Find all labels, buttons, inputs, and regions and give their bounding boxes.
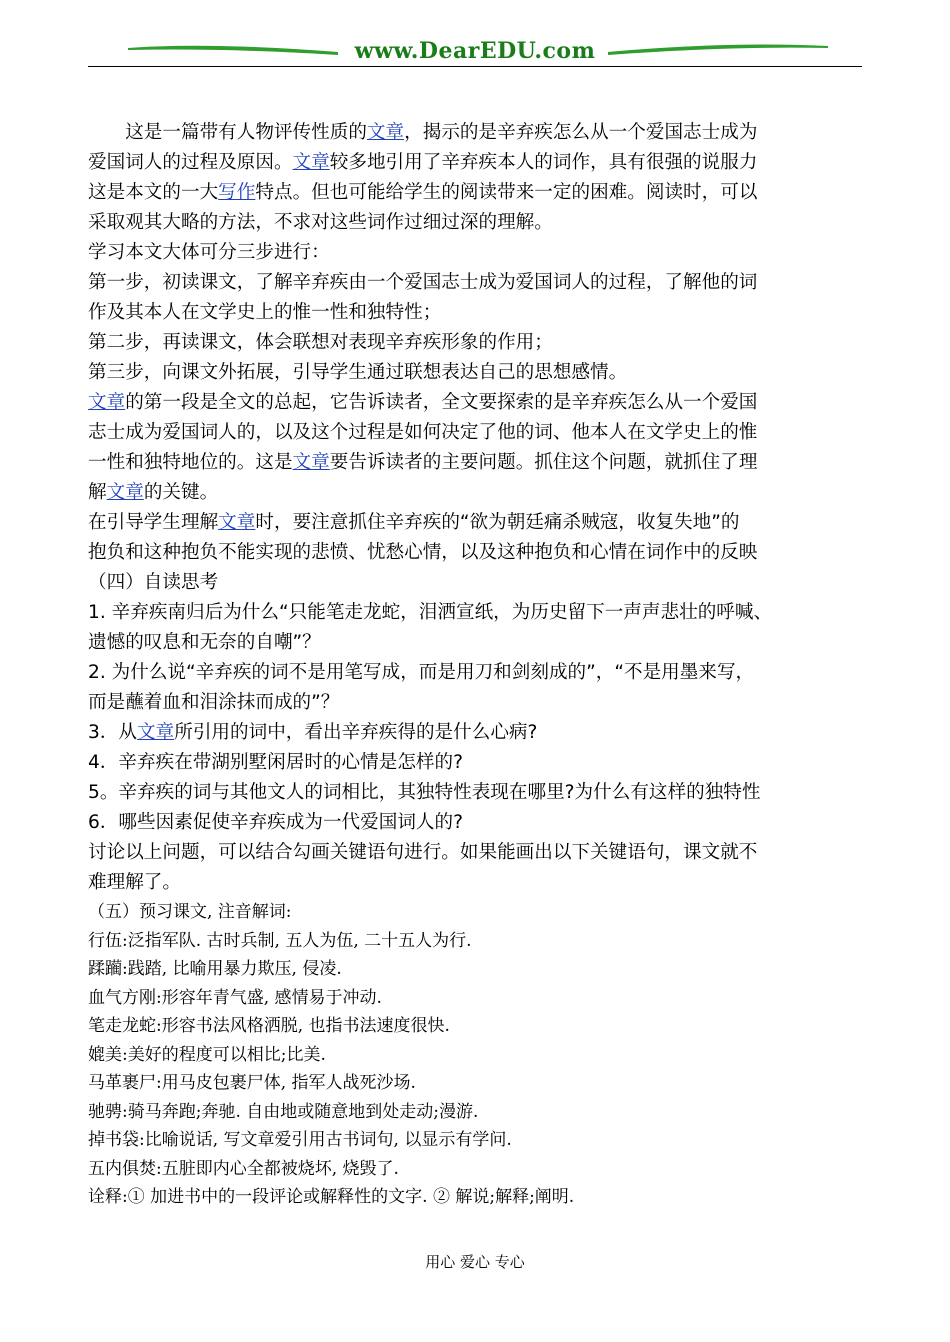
question-line [88,718,863,748]
text-segment: 2. 为什么说“辛弃疾的词不是用笔写成，而是用刀和剑刻成的”，“不是用墨来写， [88,662,755,683]
paragraph-line [88,448,863,478]
article-link[interactable]: 文章 [366,122,405,143]
vocab-entry: 诠释:① 加进书中的一段评论或解释性的文字. ② 解说;解释;阐明. [88,1187,575,1207]
text-segment: 较多地引用了辛弃疾本人的词作，具有很强的说服力 [329,152,758,173]
step-line: 第二步，再读课文，体会联想对表现辛弃疾形象的作用； [88,332,553,353]
section-title: （五）预习课文, 注音解词: [88,902,292,922]
step-line: 第三步，向课文外拓展，引导学生通过联想表达自己的思想感情。 [88,362,628,383]
intro-line [88,208,863,238]
question-line [88,628,863,658]
vocab-entry: 五内俱焚:五脏即内心全都被烧坏, 烧毁了. [88,1158,399,1179]
step-line: 学习本文大体可分三步进行： [88,242,330,263]
text-segment: 的第一段是全文的总起，它告诉读者，全文要探索的是辛弃疾怎么从一个爱国 [125,392,758,413]
text-segment: 而是蘸着血和泪涂抹而成的”？ [88,692,340,713]
text-segment: 1. 辛弃疾南归后为什么“只能笔走龙蛇，泪洒宣纸，为历史留下一声声悲壮的呼喊、 [88,602,773,623]
article-link[interactable]: 文章 [106,482,144,503]
text-segment: 特点。但也可能给学生的阅读带来一定的困难。阅读时，可以 [255,182,758,203]
article-link[interactable]: 文章 [292,452,330,473]
paragraph-line [88,418,863,448]
article-link[interactable]: 文章 [292,152,330,173]
discussion-line: 讨论以上问题，可以结合勾画关键语句进行。如果能画出以下关键语句，课文就不 [88,842,758,863]
section-title: （四）自读思考 [88,572,219,593]
question-line [88,598,863,628]
header-rule [88,66,862,67]
text-segment: 3．从 [88,722,138,743]
article-link[interactable]: 文章 [137,722,175,743]
paragraph-line [88,508,863,538]
text-segment: 这是本文的一大 [88,182,219,203]
text-segment: 6．哪些因素促使辛弃疾成为一代爱国词人的? [88,812,463,833]
intro-line [88,118,863,148]
vocab-entry: 媲美:美好的程度可以相比;比美. [88,1044,326,1065]
text-segment: 遗憾的叹息和无奈的自嘲”？ [88,632,321,653]
intro-line [88,148,863,178]
intro-line [88,178,863,208]
article-link[interactable]: 文章 [88,392,126,413]
vocab-entry: 蹂躏:践踏, 比喻用暴力欺压, 侵凌. [88,959,342,979]
text-segment: 解 [88,482,107,503]
text-segment: 这是一篇带有人物评传性质的 [125,122,367,143]
header-banner [88,36,862,70]
vocab-entry: 驰骋:骑马奔跑;奔驰. 自由地或随意地到处走动;漫游. [88,1101,479,1122]
page-footer: 用心 爱心 专心 [425,1253,525,1271]
text-segment: 在引导学生理解 [88,512,219,533]
vocab-entry: 马革裹尸:用马皮包裹尸体, 指军人战死沙场. [88,1073,416,1093]
step-line: 第一步，初读课文，了解辛弃疾由一个爱国志士成为爱国词人的过程，了解他的词 [88,272,758,293]
text-segment: 要告诉读者的主要问题。抓住这个问题，就抓住了理 [329,452,758,473]
text-segment: 4．辛弃疾在带湖别墅闲居时的心情是怎样的? [88,752,463,773]
vocab-entry: 行伍:泛指军队. 古时兵制, 五人为伍, 二十五人为行. [88,930,472,951]
step-line: 作及其本人在文学史上的惟一性和独特性； [88,302,442,323]
question-line [88,688,863,718]
vocab-entry: 掉书袋:比喻说话, 写文章爱引用古书词句, 以显示有学问. [88,1130,512,1150]
question-line [88,748,863,778]
article-link[interactable]: 文章 [218,512,256,533]
question-line [88,778,863,808]
vocab-entry: 血气方刚:形容年青气盛, 感情易于冲动. [88,987,382,1008]
paragraph-line [88,538,863,568]
text-segment: ，揭示的是辛弃疾怎么从一个爱国志士成为 [404,122,758,143]
article-link[interactable]: 写作 [218,182,256,203]
paragraph-line [88,478,863,508]
text-segment: 时，要注意抓住辛弃疾的“欲为朝廷痛杀贼寇，收复失地”的 [255,512,740,533]
paragraph-line [88,388,863,418]
text-segment: 爱国词人的过程及原因。 [88,152,293,173]
text-segment: 5。辛弃疾的词与其他文人的词相比，其独特性表现在哪里?为什么有这样的独特性 [88,782,761,803]
text-segment: 采取观其大略的方法，不求对这些词作过细过深的理解。 [88,212,553,233]
question-line [88,808,863,838]
text-segment: 一性和独特地位的。这是 [88,452,293,473]
text-segment: 所引用的词中，看出辛弃疾得的是什么心病? [174,722,538,743]
text-segment: 的关键。 [143,482,219,503]
discussion-line: 难理解了。 [88,872,181,893]
question-line [88,658,863,688]
site-logo: www.DearEDU.com [354,38,596,64]
vocab-entry: 笔走龙蛇:形容书法风格洒脱, 也指书法速度很快. [88,1016,450,1036]
text-segment: 志士成为爱国词人的，以及这个过程是如何决定了他的词、他本人在文学史上的惟 [88,422,758,443]
text-segment: 抱负和这种抱负不能实现的悲愤、忧愁心情，以及这种抱负和心情在词作中的反映 [88,542,758,563]
document-body [88,118,863,1212]
